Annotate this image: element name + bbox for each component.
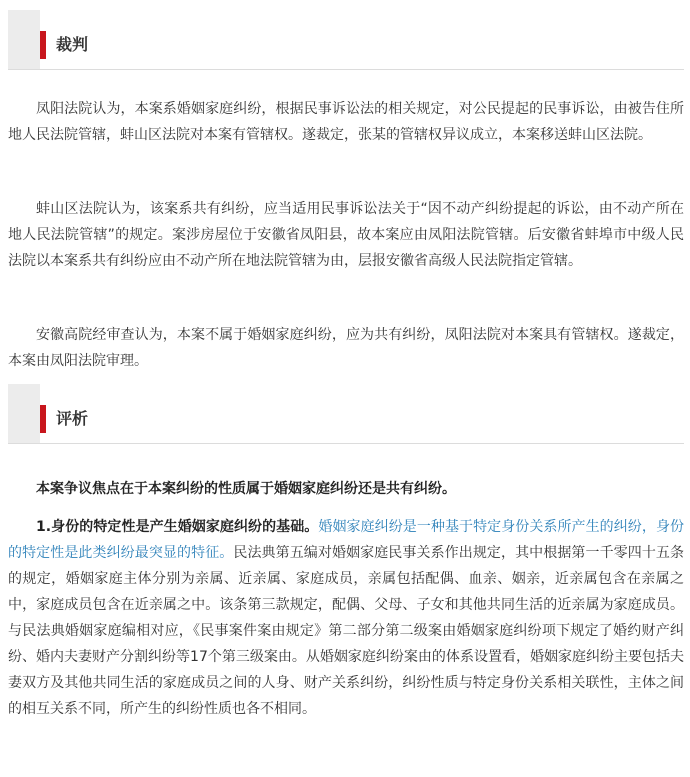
section-tab-decoration: [8, 384, 40, 444]
point-1-body: 民法典第五编对婚姻家庭民事关系作出规定，其中根据第一千零四十五条的规定，婚姻家庭主体分别为亲属、近亲属、家庭成员，亲属包括配偶、血亲、姻亲，近亲属包含在亲属之中，家庭成员包含在近亲属之中。该条第三款规定，配偶、父母、子女和其他共同生活的近亲属为家庭成员。与民法典婚姻家庭编相对应，《民事案件案由规定》第二部分第二级案由婚姻家庭纠纷项下规定了婚约财产纠纷、婚内夫妻财产分割纠纷等17个第三级案由。从婚姻家庭纠纷案由的体系设置看，婚姻家庭纠纷主要包括夫妻双方及其他共同生活的家庭成员之间的人身、财产关系纠纷，纠纷性质与特定身份关系相关联性，主体之间的相互关系不同，所产生的纠纷性质也各不相同。: [8, 545, 685, 717]
section-divider: [8, 443, 684, 444]
section-title-ruling: 裁判: [56, 35, 89, 54]
analysis-focus-paragraph: [8, 476, 684, 502]
section-header-analysis: [8, 384, 684, 444]
ruling-paragraph-2: 蚌山区法院认为，该案系共有纠纷，应当适用民事诉讼法关于“因不动产纠纷提起的诉讼，由不动产所在地人民法院管辖”的规定。案涉房屋位于安徽省凤阳县，故本案应由凤阳法院管辖。后安徽省蚌埠市中级人民法院以本案系共有纠纷应由不动产所在地法院管辖为由，层报安徽省高级人民法院指定管辖。: [8, 201, 684, 269]
section-accent-bar: [40, 31, 46, 59]
section-title-analysis: 评析: [56, 409, 89, 428]
analysis-point-1-paragraph: [8, 514, 684, 722]
section-tab-decoration: [8, 10, 40, 70]
section-accent-bar: [40, 405, 46, 433]
ruling-paragraph-1: 凤阳法院认为，本案系婚姻家庭纠纷，根据民事诉讼法的相关规定，对公民提起的民事诉讼，由被告住所地人民法院管辖，蚌山区法院对本案有管辖权。遂裁定，张某的管辖权异议成立，本案移送蚌山区法院。: [8, 101, 684, 143]
section-header-ruling: [8, 10, 684, 70]
point-1-highlight: 婚姻家庭纠纷是一种基于特定身份关系所产生的纠纷，身份的特定性是此类纠纷最突显的特征。: [8, 519, 685, 561]
point-1-heading: 1.身份的特定性是产生婚姻家庭纠纷的基础。: [36, 519, 319, 535]
section-divider: [8, 69, 684, 70]
focus-statement: 本案争议焦点在于本案纠纷的性质属于婚姻家庭纠纷还是共有纠纷。: [36, 481, 456, 497]
ruling-paragraph-3: 安徽高院经审查认为，本案不属于婚姻家庭纠纷，应为共有纠纷，凤阳法院对本案具有管辖权。遂裁定，本案由凤阳法院审理。: [8, 327, 684, 369]
